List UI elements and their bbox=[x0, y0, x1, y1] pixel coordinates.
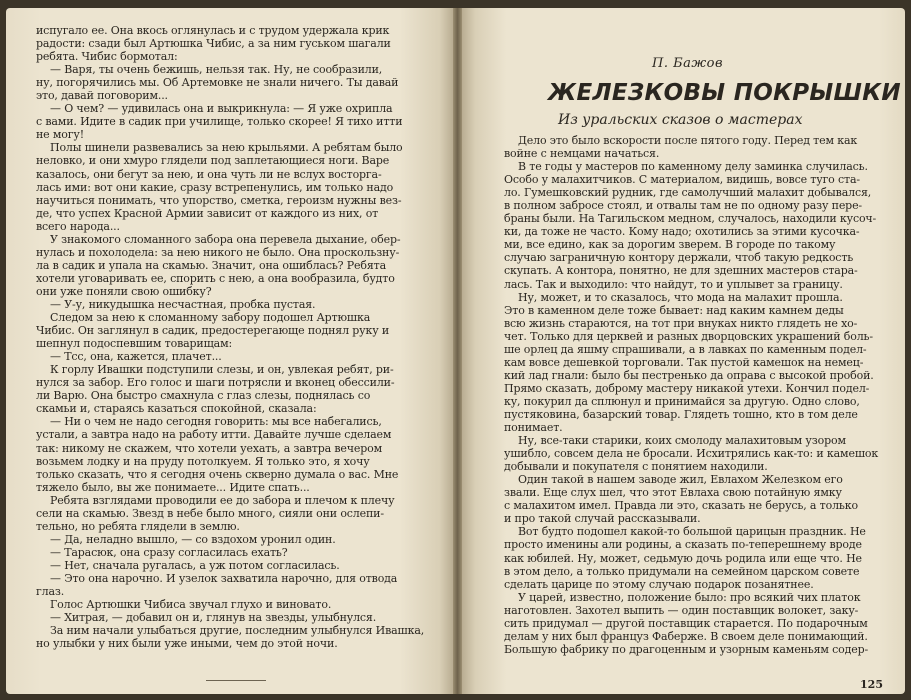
text-line: Следом за нею к сломанному забору подошел Артюшка bbox=[50, 311, 371, 325]
text-line: ло. Гумешковский рудник, где самолучший малахит добывался, bbox=[504, 186, 872, 200]
text-line: — О чем? — удивилась она и выкрикнула: — Я уже охрипла bbox=[50, 102, 393, 116]
text-line: Дело это было вскорости после пятого году. Перед тем как bbox=[518, 134, 858, 147]
text-line: шепнул подоспевшим товарищам: bbox=[36, 337, 233, 351]
text-line: радости: сзади был Артюшка Чибис, а за ним гуськом шагали bbox=[36, 37, 391, 51]
book-gutter bbox=[453, 8, 462, 694]
text-line: В те годы у мастеров по каменному делу заминка случилась. bbox=[518, 160, 868, 174]
text-line: как юбилей. Ну, может, седьмую дочь родила или еще что. Не bbox=[504, 551, 862, 565]
text-line: ну, погорячились мы. Об Артемовке не знали ничего. Ты давай bbox=[36, 76, 399, 90]
text-line: У царей, известно, положение было: про всякий чих платок bbox=[518, 590, 861, 604]
text-line: звали. Еще слух шел, что этот Евлаха свою потайную ямку bbox=[504, 486, 842, 500]
text-line: сели на скамью. Звезд в небе было много, сияли они ослепи- bbox=[36, 506, 384, 520]
text-line: с вами. Идите в садик при училище, только скорее! Я тихо итти bbox=[36, 115, 403, 129]
text-line: — Да, неладно вышло, — со вздохом уронил один. bbox=[50, 532, 336, 546]
text-line: браны были. На Тагильском медном, случалось, находили кусоч- bbox=[504, 212, 877, 226]
text-line: всего народа... bbox=[36, 219, 120, 233]
text-line: ку, покурил да сплюнул и принимайся за другую. Одно слово, bbox=[504, 394, 860, 408]
text-line: Один такой в нашем заводе жил, Евлахом Железком его bbox=[518, 473, 843, 487]
text-line: ушибло, совсем дела не бросали. Исхитрялись как-то: и камешок bbox=[504, 447, 879, 461]
text-line: возьмем лодку и на пруду потолкуем. Я только это, я хочу bbox=[36, 454, 370, 468]
text-line: так: никому не скажем, что хотели уехать, а завтра вечером bbox=[36, 441, 383, 455]
text-line: Большую фабрику по драгоценным и узорным каменьям содер- bbox=[504, 642, 869, 656]
text-line: Ну, может, и то сказалось, что мода на малахит прошла. bbox=[518, 290, 843, 304]
end-rule bbox=[206, 680, 266, 681]
text-line: ми, все едино, как за дорогим зверем. В городе по такому bbox=[504, 238, 836, 252]
text-line: нулась и похолодела: за нею никого не было. Она проскользну- bbox=[36, 245, 400, 259]
text-line: — Нет, сначала ругалась, а уж потом согласилась. bbox=[50, 558, 340, 572]
text-line: де, что успех Красной Армии зависит от каждого из них, от bbox=[36, 206, 379, 220]
text-line: ребята. Чибис бормотал: bbox=[36, 50, 178, 64]
text-line: — Тарасюк, она сразу согласилась ехать? bbox=[50, 545, 288, 559]
text-line: ше орлец да яшму спрашивали, а в лавках по каменным подел- bbox=[504, 342, 867, 356]
text-line: — Это она нарочно. И узелок захватила нарочно, для отвода bbox=[50, 571, 398, 585]
text-line: Вот будто подошел какой-то большой царицын праздник. Не bbox=[518, 525, 866, 539]
text-line: глаз. bbox=[36, 585, 65, 599]
text-line: в этом дело, а только придумали на семейном царском совете bbox=[504, 564, 860, 578]
right-page-text bbox=[504, 134, 890, 656]
page-number: 125 bbox=[860, 678, 883, 691]
text-line: тельно, но ребята глядели в землю. bbox=[36, 519, 240, 533]
text-line: — Варя, ты очень бежишь, нельзя так. Ну, не сообразили, bbox=[50, 63, 383, 77]
text-line: кий лад гнали: было бы пестренько да оправа с высокой пробой. bbox=[504, 368, 874, 382]
text-line: ки, да тоже не часто. Кому надо; охотились за этими кусочка- bbox=[504, 225, 860, 239]
text-line: Чибис. Он заглянул в садик, предостерегающе поднял руку и bbox=[36, 324, 390, 338]
text-line: в полном забросе стоял, и отвалы там не по одному разу пере- bbox=[504, 199, 863, 213]
left-page-text bbox=[36, 24, 436, 650]
left-page bbox=[6, 8, 453, 694]
text-line: лась. Так и выходило: что найдут, то и уплывет за границу. bbox=[504, 277, 843, 291]
text-line: нулся за забор. Его голос и шаги потрясли и вконец обессили- bbox=[36, 376, 395, 390]
text-line: это, давай поговорим... bbox=[36, 89, 168, 103]
text-line: — Тсс, она, кажется, плачет... bbox=[50, 350, 222, 364]
text-line: За ним начали улыбаться другие, последним улыбнулся Ивашка, bbox=[50, 624, 425, 638]
text-line: всю жизнь стараются, на тот при внуках никто глядеть не хо- bbox=[504, 316, 858, 330]
text-line: Голос Артюшки Чибиса звучал глухо и виновато. bbox=[50, 598, 332, 612]
text-line: чет. Только для церквей и разных дворцовских украшений боль- bbox=[504, 329, 873, 343]
text-line: случаю заграничную контору держали, чтоб такую редкость bbox=[504, 251, 854, 265]
text-line: Особо у малахитчиков. С материалом, видишь, вовсе туго ста- bbox=[504, 173, 860, 187]
story-title: ЖЕЛЕЗКОВЫ ПОКРЫШКИ bbox=[548, 80, 901, 106]
text-line: казалось, они бегут за нею, и она чуть ли не вслух восторга- bbox=[36, 167, 382, 181]
story-subtitle: Из уральских сказов о мастерах bbox=[558, 112, 803, 128]
text-line: скамьи и, стараясь казаться спокойной, сказала: bbox=[36, 402, 317, 416]
text-line: ла в садик и упала на скамью. Значит, она ошиблась? Ребята bbox=[36, 258, 386, 272]
text-line: наготовлен. Захотел выпить — один поставщик волокет, заку- bbox=[504, 603, 859, 617]
text-line: У знакомого сломанного забора она перевела дыхание, обер- bbox=[50, 232, 401, 246]
text-line: с малахитом имел. Правда ли это, сказать не берусь, а только bbox=[504, 499, 858, 513]
text-line: сделать царице по этому случаю подарок позанятнее. bbox=[504, 577, 814, 591]
text-line: — У-у, никудышка несчастная, пробка пустая. bbox=[50, 297, 316, 311]
text-line: К горлу Ивашки подступили слезы, и он, увлекая ребят, ри- bbox=[50, 363, 394, 377]
text-line: добывали и покупателя с понятием находили. bbox=[504, 460, 768, 474]
text-line: понимает. bbox=[504, 421, 563, 435]
text-line: — Ни о чем не надо сегодня говорить: мы все набегались, bbox=[50, 415, 382, 429]
text-line: Полы шинели развевались за нею крыльями. А ребятам было bbox=[50, 141, 403, 155]
text-line: Ну, все-таки старики, коих смолоду малахитовым узором bbox=[518, 434, 846, 448]
text-line: Прямо сказать, доброму мастеру никакой утехи. Кончил подел- bbox=[504, 381, 870, 395]
text-line: хотели уговаривать ее, спорить с нею, а она вообразила, будто bbox=[36, 271, 395, 285]
text-line: кам вовсе дешевкой торговали. Так пустой камешок на немец- bbox=[504, 355, 864, 369]
text-line: войне с немцами начаться. bbox=[504, 147, 660, 161]
text-line: — Хитрая, — добавил он и, глянув на звезды, улыбнулся. bbox=[50, 611, 377, 625]
text-line: пустяковина, базарский товар. Глядеть тошно, кто в том деле bbox=[504, 407, 858, 421]
text-line: Ребята взглядами проводили ее до забора и плечом к плечу bbox=[50, 493, 395, 507]
text-line: лась ими: вот они какие, сразу встрепенулись, им только надо bbox=[36, 180, 394, 194]
text-line: ли Варю. Она быстро смахнула с глаз слезы, поднялась со bbox=[36, 389, 371, 403]
text-line: не могу! bbox=[36, 128, 84, 142]
right-page bbox=[462, 8, 905, 694]
text-line: просто именины али родины, а сказать по-теперешнему вроде bbox=[504, 538, 862, 552]
text-line: тяжело было, вы же понимаете... Идите спать... bbox=[36, 480, 310, 494]
author-name: П. Бажов bbox=[652, 56, 724, 71]
text-line: Это в каменном деле тоже бывает: над каким камнем деды bbox=[504, 303, 844, 317]
text-line: сить придумал — другой поставщик старается. По подарочным bbox=[504, 616, 868, 630]
text-line: делам у них был француз Фаберже. В своем деле понимающий. bbox=[504, 629, 868, 643]
text-line: неловко, и они хмуро глядели под заплетающиеся ноги. Варе bbox=[36, 154, 390, 168]
text-line: но улыбки у них были уже иными, чем до этой ночи. bbox=[36, 637, 338, 651]
text-line: испугало ее. Она вкось оглянулась и с трудом удержала крик bbox=[36, 24, 390, 37]
text-line: научиться понимать, что упорство, сметка, героизм нужны вез- bbox=[36, 193, 402, 207]
text-line: они уже поняли свою ошибку? bbox=[36, 284, 212, 298]
text-line: и про такой случай рассказывали. bbox=[504, 512, 701, 526]
text-line: скупать. А контора, понятно, не для здешних мастеров стара- bbox=[504, 264, 858, 278]
text-line: устали, а завтра надо на работу итти. Давайте лучше сделаем bbox=[36, 428, 392, 442]
text-line: только сказать, что я сегодня очень скверно думала о вас. Мне bbox=[36, 467, 399, 481]
